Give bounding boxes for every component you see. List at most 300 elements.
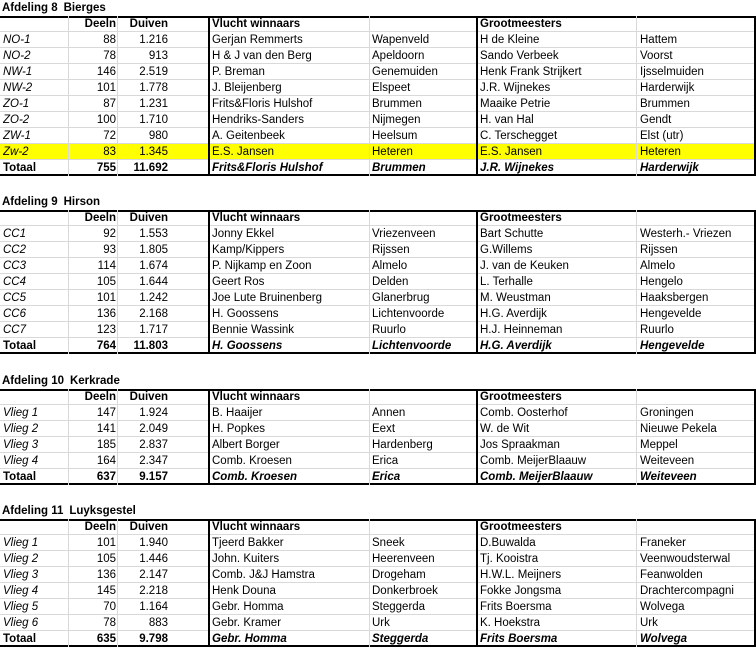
- cell-gmp: Haaksbergen: [640, 292, 709, 304]
- cell-deeln: 185: [96, 439, 116, 451]
- cell-deeln: 100: [96, 114, 116, 126]
- cell-name: CC1: [3, 228, 27, 240]
- section-title: [0, 503, 756, 519]
- table-row: [0, 599, 756, 615]
- cell-vwp: Eext: [372, 423, 396, 435]
- cell-name: Vlieg 4: [3, 455, 39, 467]
- total-vwp: Lichtenvoorde: [372, 340, 452, 352]
- cell-name: Vlieg 4: [3, 585, 39, 597]
- gridline: [68, 389, 69, 485]
- total-row: [0, 160, 756, 176]
- cell-duiven: 1.778: [139, 82, 168, 94]
- header-grootmeesters: Grootmeesters: [480, 212, 562, 224]
- cell-gm: Sando Verbeek: [480, 50, 559, 62]
- cell-gmp: Westerh.- Vriezen: [640, 228, 732, 240]
- cell-duiven: 1.717: [139, 324, 168, 336]
- cell-vwp: Delden: [372, 276, 409, 288]
- cell-duiven: 1.710: [139, 114, 168, 126]
- cell-deeln: 70: [103, 601, 116, 613]
- table-row: [0, 64, 756, 80]
- total-gm: J.R. Wijnekes: [480, 162, 555, 174]
- cell-deeln: 93: [103, 244, 116, 256]
- afdeling-section: [0, 373, 756, 485]
- cell-vwp: Nijmegen: [372, 114, 421, 126]
- cell-vw: P. Breman: [212, 66, 265, 78]
- total-gmp: Wolvega: [640, 633, 688, 645]
- cell-gmp: Drachtercompagni: [640, 585, 734, 597]
- cell-vwp: Elspeet: [372, 82, 411, 94]
- cell-deeln: 147: [96, 407, 116, 419]
- cell-gm: M. Weustman: [480, 292, 551, 304]
- cell-duiven: 1.924: [139, 407, 168, 419]
- cell-deeln: 72: [103, 130, 116, 142]
- cell-gm: D.Buwalda: [480, 537, 536, 549]
- table-row: [0, 258, 756, 274]
- cell-gm: Maaike Petrie: [480, 98, 551, 110]
- total-vwp: Steggerda: [372, 633, 429, 645]
- cell-vwp: Donkerbroek: [372, 585, 438, 597]
- column-divider: [208, 389, 210, 485]
- cell-vw: Frits&Floris Hulshof: [212, 98, 313, 110]
- cell-gmp: Ruurlo: [640, 324, 674, 336]
- gridline: [369, 16, 370, 176]
- total-vw: Comb. Kroesen: [212, 471, 297, 483]
- cell-duiven: 1.231: [139, 98, 168, 110]
- cell-gm: Frits Boersma: [480, 601, 552, 613]
- cell-vwp: Annen: [372, 407, 406, 419]
- cell-deeln: 164: [96, 455, 116, 467]
- cell-name: Vlieg 5: [3, 601, 39, 613]
- column-divider: [208, 16, 210, 176]
- table-row: [0, 48, 756, 64]
- gridline: [636, 519, 637, 647]
- header-deeln: Deeln: [84, 521, 116, 533]
- table-row: [0, 437, 756, 453]
- cell-name: ZW-1: [3, 130, 31, 142]
- header-vlucht-winnaars: Vlucht winnaars: [212, 18, 301, 30]
- cell-gmp: Hengevelde: [640, 308, 702, 320]
- header-vlucht-winnaars: Vlucht winnaars: [212, 391, 301, 403]
- cell-vwp: Hardenberg: [372, 439, 433, 451]
- section-title-text: Afdeling 9: [2, 196, 58, 208]
- results-table: [0, 519, 756, 647]
- cell-name: NO-1: [3, 34, 31, 46]
- cell-vwp: Brummen: [372, 98, 422, 110]
- cell-name: CC5: [3, 292, 27, 304]
- total-gmp: Weiteveen: [640, 471, 697, 483]
- section-title-text: Afdeling 8: [2, 2, 58, 14]
- cell-name: Vlieg 1: [3, 407, 39, 419]
- total-vwp: Brummen: [372, 162, 426, 174]
- cell-gm: Tj. Kooistra: [480, 553, 539, 565]
- cell-gm: Jos Spraakman: [480, 439, 560, 451]
- column-divider: [476, 210, 478, 354]
- total-duiven: 9.157: [139, 471, 168, 483]
- cell-gm: Fokke Jongsma: [480, 585, 562, 597]
- cell-gm: Comb. Oosterhof: [480, 407, 568, 419]
- cell-vw: Albert Borger: [212, 439, 280, 451]
- gridline: [68, 16, 69, 176]
- cell-gm: Henk Frank Strijkert: [480, 66, 582, 78]
- results-table: [0, 389, 756, 485]
- cell-gm: Comb. MeijerBlaauw: [480, 455, 587, 467]
- header-deeln: Deeln: [84, 212, 116, 224]
- cell-vwp: Wapenveld: [372, 34, 430, 46]
- cell-gm: H de Kleine: [480, 34, 540, 46]
- cell-deeln: 83: [103, 146, 116, 158]
- table-row: [0, 453, 756, 469]
- total-name: Totaal: [3, 633, 37, 645]
- total-deeln: 635: [96, 633, 116, 645]
- total-vw: Gebr. Homma: [212, 633, 287, 645]
- cell-duiven: 2.168: [139, 308, 168, 320]
- cell-vwp: Heerenveen: [372, 553, 435, 565]
- gridline: [636, 389, 637, 485]
- cell-gm: H.W.L. Meijners: [480, 569, 562, 581]
- table-row: [0, 535, 756, 551]
- cell-gmp: Urk: [640, 617, 658, 629]
- table-row: [0, 112, 756, 128]
- cell-deeln: 92: [103, 228, 116, 240]
- cell-vwp: Almelo: [372, 260, 408, 272]
- section-subtitle-text: Bierges: [63, 2, 106, 14]
- total-gm: Frits Boersma: [480, 633, 558, 645]
- gridline: [117, 389, 118, 485]
- cell-gmp: Meppel: [640, 439, 678, 451]
- cell-name: CC4: [3, 276, 27, 288]
- cell-duiven: 883: [148, 617, 168, 629]
- cell-vw: Comb. J&J Hamstra: [212, 569, 315, 581]
- cell-gmp: Harderwijk: [640, 82, 695, 94]
- header-duiven: Duiven: [129, 391, 168, 403]
- cell-gm: L. Terhalle: [480, 276, 533, 288]
- cell-gmp: Elst (utr): [640, 130, 684, 142]
- gridline: [369, 519, 370, 647]
- cell-name: Vlieg 3: [3, 569, 39, 581]
- cell-name: Zw-2: [3, 146, 29, 158]
- results-table: [0, 16, 756, 176]
- cell-gm: K. Hoekstra: [480, 617, 541, 629]
- table-row: [0, 80, 756, 96]
- cell-name: Vlieg 6: [3, 617, 39, 629]
- cell-gm: H. van Hal: [480, 114, 534, 126]
- cell-duiven: 1.553: [139, 228, 168, 240]
- table-row: [0, 421, 756, 437]
- section-title-text: Afdeling 10: [2, 375, 64, 387]
- afdeling-section: [0, 503, 756, 647]
- cell-vwp: Apeldoorn: [372, 50, 425, 62]
- cell-duiven: 1.674: [139, 260, 168, 272]
- afdeling-section: [0, 0, 756, 176]
- cell-duiven: 1.242: [139, 292, 168, 304]
- cell-name: Vlieg 1: [3, 537, 39, 549]
- cell-vw: Joe Lute Bruinenberg: [212, 292, 322, 304]
- total-duiven: 11.803: [133, 340, 168, 352]
- total-deeln: 755: [96, 162, 116, 174]
- cell-gmp: Groningen: [640, 407, 694, 419]
- cell-deeln: 114: [97, 260, 116, 272]
- section-subtitle-text: Luyksgestel: [69, 505, 136, 517]
- cell-duiven: 1.216: [139, 34, 168, 46]
- table-row: [0, 242, 756, 258]
- cell-vw: Gerjan Remmerts: [212, 34, 303, 46]
- cell-name: CC3: [3, 260, 27, 272]
- cell-gmp: Rijssen: [640, 244, 678, 256]
- cell-gmp: Veenwoudsterwal: [640, 553, 731, 565]
- cell-duiven: 980: [148, 130, 168, 142]
- total-vw: Frits&Floris Hulshof: [212, 162, 323, 174]
- cell-vwp: Genemuiden: [372, 66, 438, 78]
- cell-duiven: 1.644: [139, 276, 168, 288]
- cell-deeln: 145: [96, 585, 116, 597]
- cell-duiven: 2.837: [139, 439, 168, 451]
- cell-vw: Henk Douna: [212, 585, 276, 597]
- cell-vwp: Lichtenvoorde: [372, 308, 445, 320]
- header-grootmeesters: Grootmeesters: [480, 391, 562, 403]
- total-name: Totaal: [3, 471, 37, 483]
- total-duiven: 11.692: [133, 162, 168, 174]
- cell-duiven: 2.147: [139, 569, 168, 581]
- header-grootmeesters: Grootmeesters: [480, 521, 562, 533]
- gridline: [117, 519, 118, 647]
- cell-duiven: 1.345: [139, 146, 168, 158]
- gridline: [369, 389, 370, 485]
- header-duiven: Duiven: [129, 18, 168, 30]
- column-divider: [208, 210, 210, 354]
- cell-deeln: 146: [96, 66, 116, 78]
- cell-gmp: Weiteveen: [640, 455, 695, 467]
- cell-name: NW-2: [3, 82, 33, 94]
- header-duiven: Duiven: [129, 521, 168, 533]
- cell-gmp: Hattem: [640, 34, 678, 46]
- cell-vwp: Heelsum: [372, 130, 418, 142]
- cell-name: ZO-2: [3, 114, 30, 126]
- gridline: [68, 519, 69, 647]
- cell-deeln: 101: [96, 537, 116, 549]
- total-vw: H. Goossens: [212, 340, 283, 352]
- table-header-row: [0, 16, 756, 32]
- cell-vw: Gebr. Kramer: [212, 617, 282, 629]
- cell-vw: E.S. Jansen: [212, 146, 275, 158]
- cell-gmp: Brummen: [640, 98, 690, 110]
- cell-gm: H.G. Averdijk: [480, 308, 547, 320]
- cell-vwp: Sneek: [372, 537, 405, 549]
- total-name: Totaal: [3, 162, 37, 174]
- cell-deeln: 88: [103, 34, 116, 46]
- cell-duiven: 2.519: [139, 66, 168, 78]
- total-gm: Comb. MeijerBlaauw: [480, 471, 593, 483]
- cell-vwp: Urk: [372, 617, 390, 629]
- cell-deeln: 141: [96, 423, 116, 435]
- total-gmp: Harderwijk: [640, 162, 699, 174]
- cell-gmp: Wolvega: [640, 601, 685, 613]
- cell-vw: P. Nijkamp en Zoon: [212, 260, 312, 272]
- gridline: [636, 210, 637, 354]
- cell-name: CC7: [3, 324, 27, 336]
- cell-gm: J. van de Keuken: [480, 260, 569, 272]
- cell-name: CC2: [3, 244, 27, 256]
- table-top-border: [0, 210, 756, 212]
- cell-name: NO-2: [3, 50, 31, 62]
- total-row: [0, 631, 756, 647]
- cell-gmp: Voorst: [640, 50, 673, 62]
- cell-name: NW-1: [3, 66, 33, 78]
- cell-gmp: Almelo: [640, 260, 676, 272]
- cell-duiven: 913: [148, 50, 168, 62]
- cell-deeln: 78: [103, 617, 116, 629]
- total-name: Totaal: [3, 340, 37, 352]
- total-gmp: Hengevelde: [640, 340, 705, 352]
- total-row: [0, 338, 756, 354]
- cell-deeln: 136: [96, 569, 116, 581]
- cell-vw: Geert Ros: [212, 276, 265, 288]
- cell-vw: Tjeerd Bakker: [212, 537, 284, 549]
- cell-gmp: Heteren: [640, 146, 681, 158]
- section-subtitle-text: Hirson: [63, 196, 101, 208]
- cell-vw: Hendriks-Sanders: [212, 114, 305, 126]
- table-top-border: [0, 519, 756, 521]
- cell-duiven: 1.940: [139, 537, 168, 549]
- cell-duiven: 1.164: [139, 601, 168, 613]
- cell-gmp: Franeker: [640, 537, 687, 549]
- gridline: [369, 210, 370, 354]
- cell-duiven: 2.049: [139, 423, 168, 435]
- cell-vwp: Rijssen: [372, 244, 410, 256]
- column-divider: [476, 16, 478, 176]
- table-row: [0, 583, 756, 599]
- cell-vw: A. Geitenbeek: [212, 130, 285, 142]
- cell-gmp: Ijsselmuiden: [640, 66, 704, 78]
- cell-vwp: Erica: [372, 455, 399, 467]
- total-gm: H.G. Averdijk: [480, 340, 552, 352]
- cell-name: Vlieg 2: [3, 423, 39, 435]
- cell-gmp: Hengelo: [640, 276, 683, 288]
- header-vlucht-winnaars: Vlucht winnaars: [212, 212, 301, 224]
- header-duiven: Duiven: [129, 212, 168, 224]
- cell-gm: Bart Schutte: [480, 228, 544, 240]
- cell-deeln: 101: [96, 82, 116, 94]
- cell-name: Vlieg 2: [3, 553, 39, 565]
- cell-vw: Bennie Wassink: [212, 324, 295, 336]
- table-row: [0, 322, 756, 338]
- table-row: [0, 615, 756, 631]
- cell-gm: C. Terschegget: [480, 130, 558, 142]
- table-row: [0, 32, 756, 48]
- cell-deeln: 101: [96, 292, 116, 304]
- cell-gmp: Gendt: [640, 114, 672, 126]
- cell-deeln: 87: [103, 98, 116, 110]
- table-header-row: [0, 210, 756, 226]
- cell-gmp: Feanwolden: [640, 569, 703, 581]
- column-divider: [476, 519, 478, 647]
- table-row: [0, 567, 756, 583]
- cell-duiven: 1.446: [139, 553, 168, 565]
- header-deeln: Deeln: [84, 18, 116, 30]
- cell-gm: J.R. Wijnekes: [480, 82, 551, 94]
- section-title: [0, 194, 756, 210]
- cell-deeln: 105: [96, 276, 116, 288]
- cell-gm: E.S. Jansen: [480, 146, 543, 158]
- cell-gm: G.Willems: [480, 244, 533, 256]
- cell-name: Vlieg 3: [3, 439, 39, 451]
- total-vwp: Erica: [372, 471, 401, 483]
- section-title: [0, 373, 756, 389]
- cell-vw: B. Haaijer: [212, 407, 263, 419]
- cell-vw: Kamp/Kippers: [212, 244, 285, 256]
- cell-vwp: Heteren: [372, 146, 413, 158]
- total-deeln: 764: [96, 340, 116, 352]
- header-vlucht-winnaars: Vlucht winnaars: [212, 521, 301, 533]
- results-table: [0, 210, 756, 354]
- cell-vwp: Drogeham: [372, 569, 426, 581]
- table-header-row: [0, 519, 756, 535]
- cell-vw: H. Popkes: [212, 423, 266, 435]
- column-divider: [208, 519, 210, 647]
- table-top-border: [0, 16, 756, 18]
- cell-vwp: Steggerda: [372, 601, 426, 613]
- cell-vwp: Vriezenveen: [372, 228, 436, 240]
- table-row: [0, 274, 756, 290]
- cell-duiven: 2.218: [139, 585, 168, 597]
- gridline: [117, 210, 118, 354]
- table-row: [0, 128, 756, 144]
- header-deeln: Deeln: [84, 391, 116, 403]
- table-row: [0, 306, 756, 322]
- table-row: [0, 290, 756, 306]
- table-row: [0, 144, 756, 160]
- cell-vwp: Glanerbrug: [372, 292, 430, 304]
- table-row: [0, 551, 756, 567]
- total-row: [0, 469, 756, 485]
- afdeling-section: [0, 194, 756, 354]
- cell-deeln: 105: [96, 553, 116, 565]
- cell-vw: Jonny Ekkel: [212, 228, 275, 240]
- header-grootmeesters: Grootmeesters: [480, 18, 562, 30]
- cell-deeln: 78: [103, 50, 116, 62]
- cell-gm: W. de Wit: [480, 423, 530, 435]
- cell-vw: John. Kuiters: [212, 553, 280, 565]
- section-title: [0, 0, 756, 16]
- total-duiven: 9.798: [139, 633, 168, 645]
- cell-gmp: Nieuwe Pekela: [640, 423, 717, 435]
- table-row: [0, 405, 756, 421]
- cell-vw: H. Goossens: [212, 308, 279, 320]
- cell-vw: J. Bleijenberg: [212, 82, 282, 94]
- cell-name: CC6: [3, 308, 27, 320]
- cell-gm: H.J. Heinneman: [480, 324, 563, 336]
- cell-vw: Gebr. Homma: [212, 601, 284, 613]
- table-row: [0, 96, 756, 112]
- gridline: [68, 210, 69, 354]
- cell-duiven: 2.347: [139, 455, 168, 467]
- table-top-border: [0, 389, 756, 391]
- cell-duiven: 1.805: [139, 244, 168, 256]
- cell-vwp: Ruurlo: [372, 324, 406, 336]
- cell-deeln: 123: [96, 324, 116, 336]
- table-header-row: [0, 389, 756, 405]
- section-subtitle-text: Kerkrade: [69, 375, 120, 387]
- gridline: [636, 16, 637, 176]
- cell-deeln: 136: [96, 308, 116, 320]
- table-row: [0, 226, 756, 242]
- column-divider: [476, 389, 478, 485]
- total-deeln: 637: [96, 471, 116, 483]
- gridline: [117, 16, 118, 176]
- cell-name: ZO-1: [3, 98, 30, 110]
- cell-vw: Comb. Kroesen: [212, 455, 292, 467]
- cell-vw: H & J van den Berg: [212, 50, 312, 62]
- section-title-text: Afdeling 11: [2, 505, 64, 517]
